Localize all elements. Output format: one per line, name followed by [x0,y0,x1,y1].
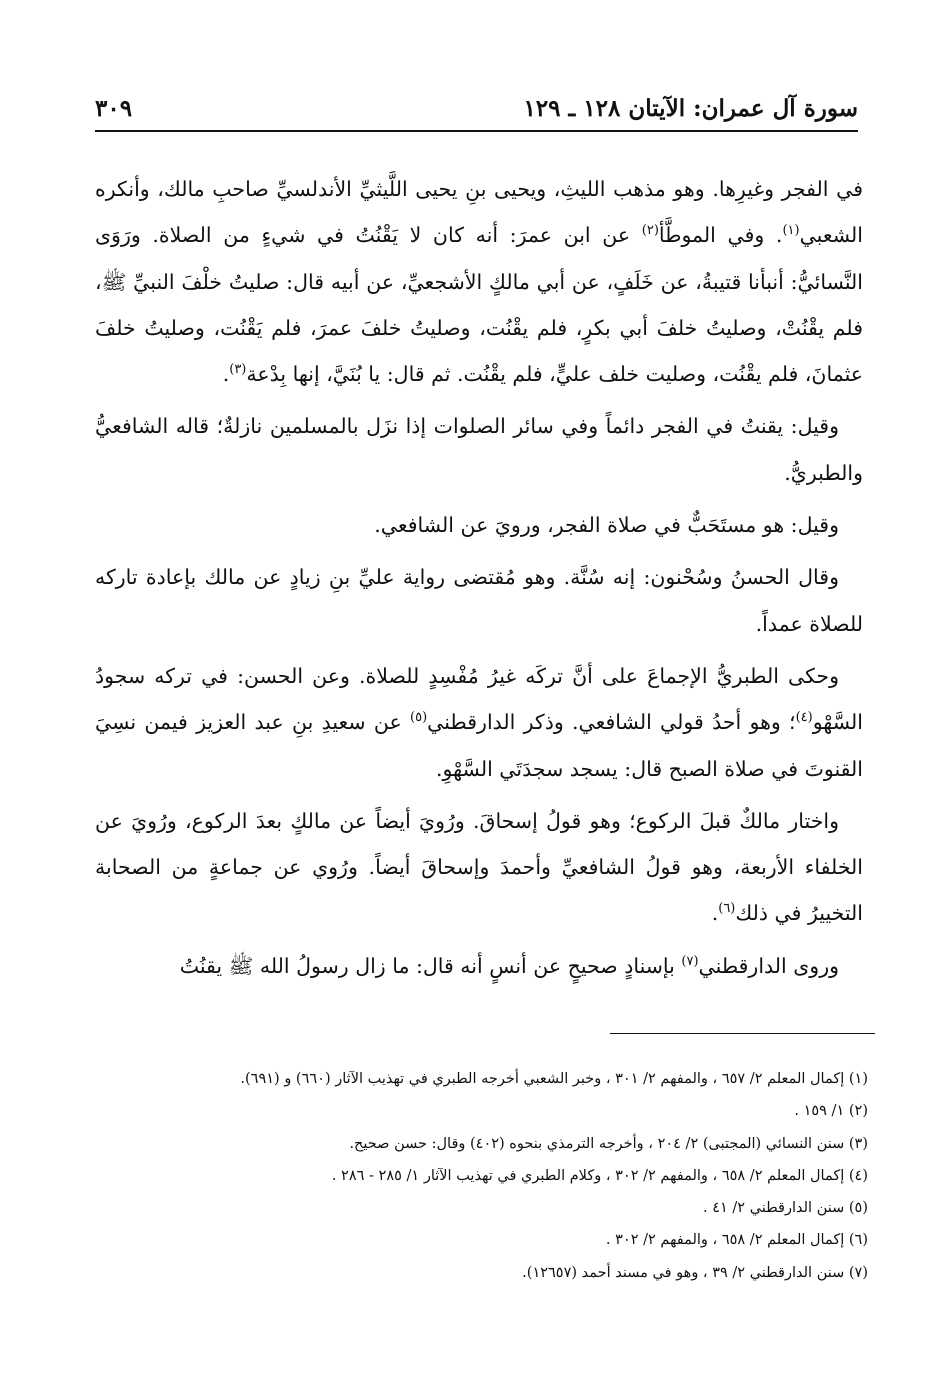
text-run: وقال الحسنُ وسُحْنون: إنه سُنَّة. وهو مُقتضى رواية عليِّ بنِ زيادٍ عن مالك بإعادة تاركه للصلاة عمداً. [95,565,863,636]
paragraph [95,653,863,792]
text-run: ؛ وهو أحدُ قولي الشافعي. وذكر الدارقطني [427,710,796,735]
footnote-ref: (٥) [410,710,428,726]
paragraph [95,166,863,397]
text-run: وقيل: هو مستَحَبٌّ في صلاة الفجر، ورويَ عن الشافعي. [374,513,839,538]
footnote-ref: (١) [782,223,800,239]
text-run: في الفجر وغيرِها. وهو مذهب الليثِ، ويحيى بنِ يحيى اللَّيثيِّ الأندلسيِّ صاحبِ مالك، وأنكره الشعبي [95,177,863,248]
header-title: سورة آل عمران: الآيتان ١٢٨ ـ ١٢٩ [523,94,858,122]
text-run: . [222,362,230,387]
footnote: (١) إكمال المعلم ٢/ ٦٥٧ ، والمفهم ٢/ ٣٠١ ، وخبر الشعبي أخرجه الطبري في تهذيب الآثار (٦٦٠) و (٦٩١). [240,1071,868,1087]
body-text [95,166,863,995]
paragraph [95,554,863,647]
text-run: عن سعيدِ بنِ عبد العزيز فيمن نسِيَ القنوتَ في صلاة الصبح قال: يسجد سجدَتَي السَّهْوِ. [95,710,863,781]
text-run: . [711,901,719,926]
footnote-ref: (٣) [229,362,247,378]
page-number: ٣٠٩ [95,94,133,122]
footnote: (٧) سنن الدارقطني ٢/ ٣٩ ، وهو في مسند أحمد (١٢٦٥٧). [522,1264,868,1281]
footnote: (٢) ١/ ١٥٩ . [794,1103,868,1120]
footnote: (٣) سنن النسائي (المجتبى) ٢/ ٢٠٤ ، وأخرجه الترمذي بنحوه (٤٠٢) وقال: حسن صحيح. [349,1135,868,1152]
text-run: وحكى الطبريُّ الإجماعَ على أنَّ تركَه غيرُ مُفْسِدٍ للصلاة. وعن الحسن: في تركه سجودُ السَّهْو [95,663,863,735]
footnote: (٥) سنن الدارقطني ٢/ ٤١ . [703,1200,868,1217]
footnote-ref: (٧) [681,953,699,969]
footnote: (٦) إكمال المعلم ٢/ ٦٥٨ ، والمفهم ٢/ ٣٠٢ . [605,1232,868,1249]
paragraph [95,798,863,937]
running-header [95,88,858,128]
text-run: عن ابن عمرَ: أنه كان لا يَقْنُتُ في شيءٍ من الصلاة. ورَوَى النَّسائيُّ: أنبأنا قتيبةُ، عن خَلَفٍ، عن أبي مالكٍ الأشجعيِّ، عن أبيه قال: صليتُ خلْفَ النبيِّ ﷺ، فلم يقْنُتْ، وصليتُ خلفَ أبي بكرٍ، فلم يقْنُت، وصليتُ خلفَ عمرَ، فلم يَقْنُت، وصليتُ خلفَ عثمانَ، فلم يقْنُت، وصليت خلف عليٍّ، فلم يقْنُت. ثم قال: يا بُنَيَّ، إنها بِدْعة [95,223,863,387]
text-run: واختار مالكٌ قبلَ الركوع؛ وهو قولُ إسحاقَ. ورُويَ أيضاً عن مالكٍ بعدَ الركوع، ورُويَ عن الخلفاء الأربعة، وهو قولُ الشافعيِّ وأحمدَ وإسحاقَ أيضاً. ورُوي عن جماعةٍ من الصحابة التخييرُ في ذلك [95,808,863,926]
paragraph [95,502,863,548]
footnote-ref: (٢) [641,223,659,239]
text-run: وروى الدارقطني [698,953,839,978]
header-rule [95,130,858,132]
footnote-ref: (٦) [718,901,736,917]
footnote-ref: (٤) [795,710,813,726]
footnote: (٤) إكمال المعلم ٢/ ٦٥٨ ، والمفهم ٢/ ٣٠٢ ، وكلام الطبري في تهذيب الآثار ١/ ٢٨٥ - ٢٨٦ . [331,1167,868,1184]
paragraph [95,403,863,496]
footnotes [95,1063,868,1289]
paragraph [95,943,863,989]
text-run: وقيل: يقنتُ في الفجر دائماً وفي سائر الصلوات إذا نزَل بالمسلمين نازلةٌ؛ قاله الشافعيُّ والطبريُّ. [95,414,863,485]
text-run: . وفي الموطَّأ [658,223,783,248]
footnote-separator [610,1033,875,1034]
text-run: بإسنادٍ صحيحٍ عن أنسٍ أنه قال: ما زال رسولُ الله ﷺ يقنُتُ [179,953,682,978]
